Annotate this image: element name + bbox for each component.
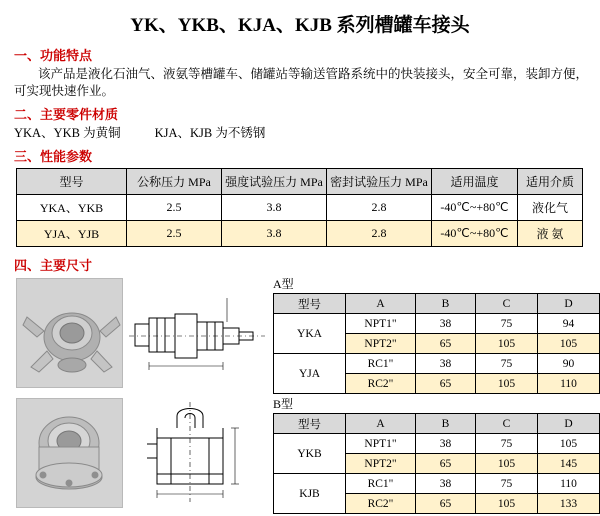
col-header-temperature: 适用温度 [432, 169, 518, 195]
dimension-label-a: A型 [273, 277, 294, 291]
cell-a: RC2" [346, 374, 416, 394]
cell-d: 105 [538, 434, 600, 454]
dimension-table-b [273, 413, 600, 514]
dimensions-section [0, 278, 600, 514]
cell-a: RC1" [346, 474, 416, 494]
cell-nominal: 2.5 [127, 195, 222, 221]
table-row [274, 314, 600, 334]
cell-a: NPT1" [346, 314, 416, 334]
cell-a: NPT2" [346, 334, 416, 354]
coupling-photo-b-graphic [17, 399, 122, 507]
col-header-model: 型号 [274, 414, 346, 434]
col-header-a: A [346, 294, 416, 314]
cell-temperature: -40℃~+80℃ [432, 195, 518, 221]
dimension-table-a [273, 293, 600, 394]
col-header-b: B [416, 414, 476, 434]
section-heading-performance: 三、性能参数 [14, 149, 93, 164]
cell-b: 65 [416, 494, 476, 514]
section-heading-material: 二、主要零件材质 [14, 107, 119, 122]
cell-b: 65 [416, 334, 476, 354]
section-heading-features: 一、功能特点 [14, 48, 93, 63]
cell-a: RC2" [346, 494, 416, 514]
col-header-nominal-pressure: 公称压力 MPa [127, 169, 222, 195]
cell-c: 75 [476, 434, 538, 454]
cell-nominal: 2.5 [127, 221, 222, 247]
cell-b: 38 [416, 354, 476, 374]
material-right-text: KJA、KJB 为不锈钢 [154, 126, 266, 140]
col-header-strength-pressure: 强度试验压力 MPa [222, 169, 327, 195]
table-row [274, 474, 600, 494]
table-row [274, 354, 600, 374]
cell-seal: 2.8 [327, 221, 432, 247]
col-header-medium: 适用介质 [518, 169, 583, 195]
technical-drawing-a [127, 278, 267, 386]
col-header-c: C [476, 294, 538, 314]
col-header-c: C [476, 414, 538, 434]
cell-c: 75 [476, 354, 538, 374]
performance-table [16, 168, 583, 247]
technical-drawing-b [127, 398, 267, 506]
cell-strength: 3.8 [222, 195, 327, 221]
cell-d: 110 [538, 474, 600, 494]
coupling-drawing-b-graphic [127, 398, 267, 506]
cell-a: NPT1" [346, 434, 416, 454]
cell-model: YKA、YKB [17, 195, 127, 221]
cell-b: 38 [416, 314, 476, 334]
cell-model: YKA [274, 314, 346, 354]
product-photo-b [16, 398, 123, 508]
page-title: YK、YKB、KJA、KJB 系列槽罐车接头 [130, 15, 470, 36]
material-line [14, 125, 588, 142]
col-header-model: 型号 [274, 294, 346, 314]
table-row [274, 434, 600, 454]
cell-d: 110 [538, 374, 600, 394]
cell-model: KJB [274, 474, 346, 514]
product-photo-a [16, 278, 123, 388]
table-header-row [17, 169, 583, 195]
table-row [17, 221, 583, 247]
dimension-block-b [16, 398, 600, 514]
col-header-d: D [538, 294, 600, 314]
col-header-a: A [346, 414, 416, 434]
cell-temperature: -40℃~+80℃ [432, 221, 518, 247]
cell-c: 105 [476, 374, 538, 394]
cell-b: 65 [416, 374, 476, 394]
table-header-row [274, 294, 600, 314]
table-row [17, 195, 583, 221]
coupling-photo-a-graphic [17, 279, 122, 387]
cell-seal: 2.8 [327, 195, 432, 221]
cell-d: 145 [538, 454, 600, 474]
cell-c: 105 [476, 494, 538, 514]
cell-a: NPT2" [346, 454, 416, 474]
dimension-table-b-wrap [273, 398, 600, 514]
cell-d: 94 [538, 314, 600, 334]
cell-c: 75 [476, 474, 538, 494]
cell-c: 105 [476, 454, 538, 474]
cell-c: 105 [476, 334, 538, 354]
coupling-drawing-a-graphic [127, 278, 267, 386]
cell-model: YJA、YJB [17, 221, 127, 247]
cell-a: RC1" [346, 354, 416, 374]
cell-d: 105 [538, 334, 600, 354]
dimension-label-b: B型 [273, 397, 294, 411]
cell-b: 38 [416, 474, 476, 494]
cell-c: 75 [476, 314, 538, 334]
features-paragraph: 该产品是液化石油气、液氨等槽罐车、储罐站等输送管路系统中的快装接头，安全可靠，装卸方便，可实现快速作业。 [14, 67, 589, 98]
cell-medium: 液化气 [518, 195, 583, 221]
dimension-block-a [16, 278, 600, 394]
material-left-text: YKA、YKB 为黄铜 [14, 126, 121, 140]
section-heading-dimensions: 四、主要尺寸 [14, 258, 93, 273]
col-header-b: B [416, 294, 476, 314]
col-header-d: D [538, 414, 600, 434]
dimension-table-a-wrap [273, 278, 600, 394]
cell-model: YJA [274, 354, 346, 394]
cell-model: YKB [274, 434, 346, 474]
cell-d: 90 [538, 354, 600, 374]
cell-b: 38 [416, 434, 476, 454]
col-header-model: 型号 [17, 169, 127, 195]
cell-b: 65 [416, 454, 476, 474]
cell-medium: 液 氨 [518, 221, 583, 247]
cell-d: 133 [538, 494, 600, 514]
cell-strength: 3.8 [222, 221, 327, 247]
col-header-seal-pressure: 密封试验压力 MPa [327, 169, 432, 195]
table-header-row [274, 414, 600, 434]
